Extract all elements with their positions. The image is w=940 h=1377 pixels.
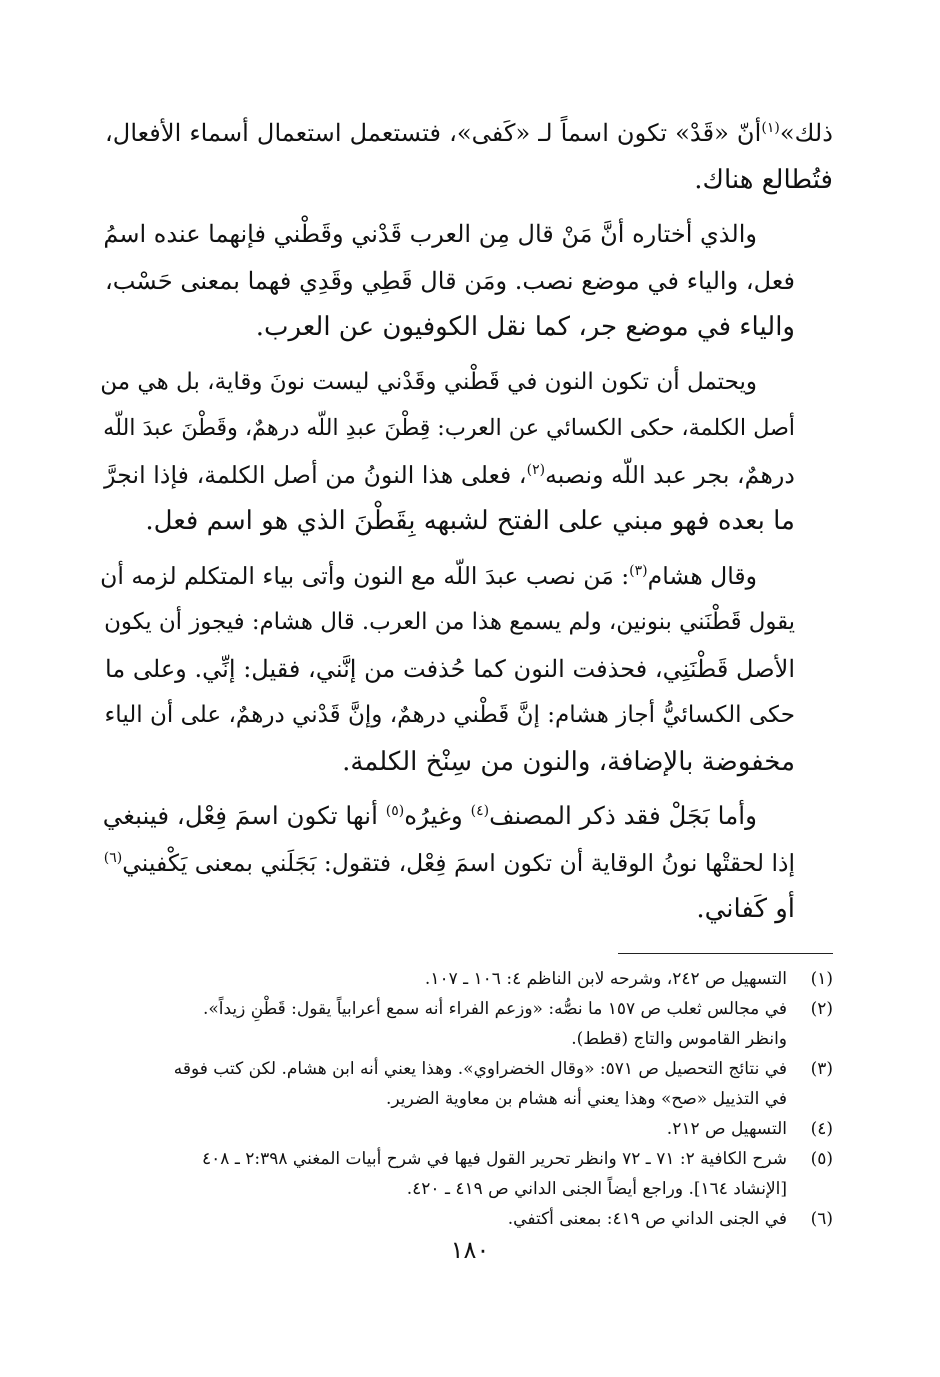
text-line: [100, 359, 833, 406]
footnote-ref: (٥): [385, 802, 405, 819]
text-segment: أو كَفاني.: [696, 894, 795, 924]
text-segment: ما بعده فهو مبني على الفتح لشبهه بِقَطْنَ الذي هو اسم فعل.: [145, 506, 795, 536]
footnote-ref: (٣): [629, 562, 648, 579]
text-line: [105, 692, 833, 739]
text-line: [105, 739, 833, 786]
footnote-number: (٢): [810, 998, 833, 1019]
text-segment: مخفوضة بالإضافة، والنون من سِنْخ الكلمة.: [342, 746, 795, 777]
footnote-number: (١): [810, 968, 833, 989]
footnotes: [105, 964, 833, 1234]
paragraph: [100, 359, 833, 545]
footnote-text: [105, 1054, 787, 1114]
text-line: [105, 304, 833, 351]
text-line: [105, 646, 833, 693]
text-segment: درهمٌ، بجر عبد اللّه ونصبه: [545, 460, 795, 489]
text-line: [105, 840, 833, 887]
text-line: [105, 405, 833, 452]
footnote-number: (٥): [810, 1148, 833, 1169]
text-segment: إذا لحقتْها نونُ الوقاية أن تكون اسمَ فِعْل، فتقول: بَجَلَني بمعنى يَكْفيني: [122, 848, 795, 877]
text-line: [105, 110, 833, 157]
footnote-text: [105, 1114, 787, 1144]
text-segment: وأما بَجَلْ فقد ذكر المصنف: [489, 801, 757, 830]
text-segment: وغيرُه: [404, 801, 471, 830]
paragraph: [105, 211, 833, 351]
text-segment: والياء في موضع جر، كما نقل الكوفيون عن العرب.: [255, 312, 795, 342]
footnote-text: [105, 1144, 787, 1204]
text-segment: فتُطالع هناك.: [694, 164, 833, 195]
footnote: [105, 1144, 833, 1204]
text-segment: أصل الكلمة، حكى الكسائي عن العرب: قِطْنَ عبدِ اللّه درهمٌ، وقَطْنَ عبدَ اللّه: [103, 415, 795, 441]
text-line: [105, 498, 833, 545]
text-segment: يقول قَطْنَني بنونين، ولم يسمع هذا من العرب. قال هشام: فيجوز أن يكون: [104, 609, 795, 635]
text-line: [105, 157, 833, 204]
footnote-line: في مجالس ثعلب ص ١٥٧ ما نصُّه: «وزعم الفراء أنه سمع أعرابياً يقول: قَطْنِ زيداً».: [202, 998, 787, 1019]
text-line: [105, 452, 833, 499]
footnote-number: (٦): [810, 1208, 833, 1229]
text-line: [100, 553, 833, 600]
text-segment: حكى الكسائيُّ أجاز هشام: إنَّ قَطْني درهمٌ، وإنَّ قَدْني درهمٌ، على أن الياء: [104, 702, 795, 728]
text-line: [105, 886, 833, 933]
page-content: [100, 110, 833, 1234]
footnote-text: [105, 1204, 787, 1234]
footnote-line: في الجنى الداني ص ٤١٩: بمعنى أكتفي.: [507, 1208, 787, 1229]
paragraph: [105, 110, 833, 203]
text-line: [105, 599, 833, 646]
text-segment: ويحتمل أن تكون النون في قَطْني وقَدْني ليست نونَ وقاية، بل هي من: [100, 368, 757, 395]
footnote-line: التسهيل ص ٢١٢.: [666, 1118, 787, 1139]
footnote-number: (٤): [810, 1118, 833, 1139]
paragraph: [102, 793, 833, 933]
footnote-line: شرح الكافية ٢: ٧١ ـ ٧٢ وانظر تحرير القول فيها في شرح أبيات المغني ٢:٣٩٨ ـ ٤٠٨: [202, 1148, 787, 1169]
text-segment: أنها تكون اسمَ فِعْل، فينبغي: [102, 801, 386, 830]
footnote-line: التسهيل ص ٢٤٢، وشرحه لابن الناظم ٤: ١٠٦ ـ ١٠٧.: [424, 968, 787, 989]
footnote: [105, 1114, 833, 1144]
footnote-line: [الإنشاد ١٦٤]. وراجع أيضاً الجنى الداني ص ٤١٩ ـ ٤٢٠.: [406, 1178, 787, 1199]
footnote-ref: (٤): [470, 802, 490, 819]
footnote-number: (٣): [810, 1058, 833, 1079]
footnote: [105, 1204, 833, 1234]
text-line: [105, 258, 833, 305]
footnote-text: [105, 964, 787, 994]
footnote-text: [105, 994, 787, 1054]
text-line: [105, 211, 833, 258]
text-segment: : مَن نصب عبدَ اللّه مع النون وأتى بياء المتكلم لزمه أن: [100, 561, 630, 590]
paragraph: [100, 553, 833, 786]
main-text: [100, 110, 833, 933]
text-line: [102, 793, 833, 840]
footnote-line: في التذييل «صح» وهذا يعني أنه هشام بن معاوية الضرير.: [385, 1088, 787, 1109]
footnote: [105, 994, 833, 1054]
footnote-ref: (٢): [526, 461, 546, 478]
footnote-ref: (٦): [103, 849, 123, 866]
footnote-ref: (١): [761, 119, 780, 136]
text-segment: وقال هشام: [647, 561, 757, 590]
text-segment: ذلك»: [779, 119, 833, 147]
text-segment: ، فعلى هذا النونُ من أصل الكلمة، فإذا انجرَّ: [104, 460, 527, 489]
footnote: [105, 964, 833, 994]
footnote-divider: [618, 953, 833, 954]
footnote-line: في نتائج التحصيل ص ٥٧١: «وقال الخضراوي». وهذا يعني أنه ابن هشام. لكن كتب فوقه: [173, 1058, 787, 1079]
text-segment: فعل، والياء في موضع نصب. ومَن قال قَطِي وقَدِي فهما بمعنى حَسْب،: [105, 266, 795, 295]
text-segment: أنّ «قَدْ» تكون اسماً لـ «كَفى»، فتستعمل استعمال أسماء الأفعال،: [105, 119, 762, 147]
page-number: ١٨٠: [450, 1236, 490, 1264]
text-segment: والذي أختاره أنَّ مَنْ قال مِن العرب قَدْني وقَطْني فإنهما عنده اسمُ: [103, 220, 757, 248]
text-segment: الأصل قَطْنَنِي، فحذفت النون كما حُذفت من إنَّني، فقيل: إنِّي. وعلى ما: [105, 654, 795, 683]
footnote: [105, 1054, 833, 1114]
footnote-line: وانظر القاموس والتاج (قطط).: [571, 1028, 787, 1049]
